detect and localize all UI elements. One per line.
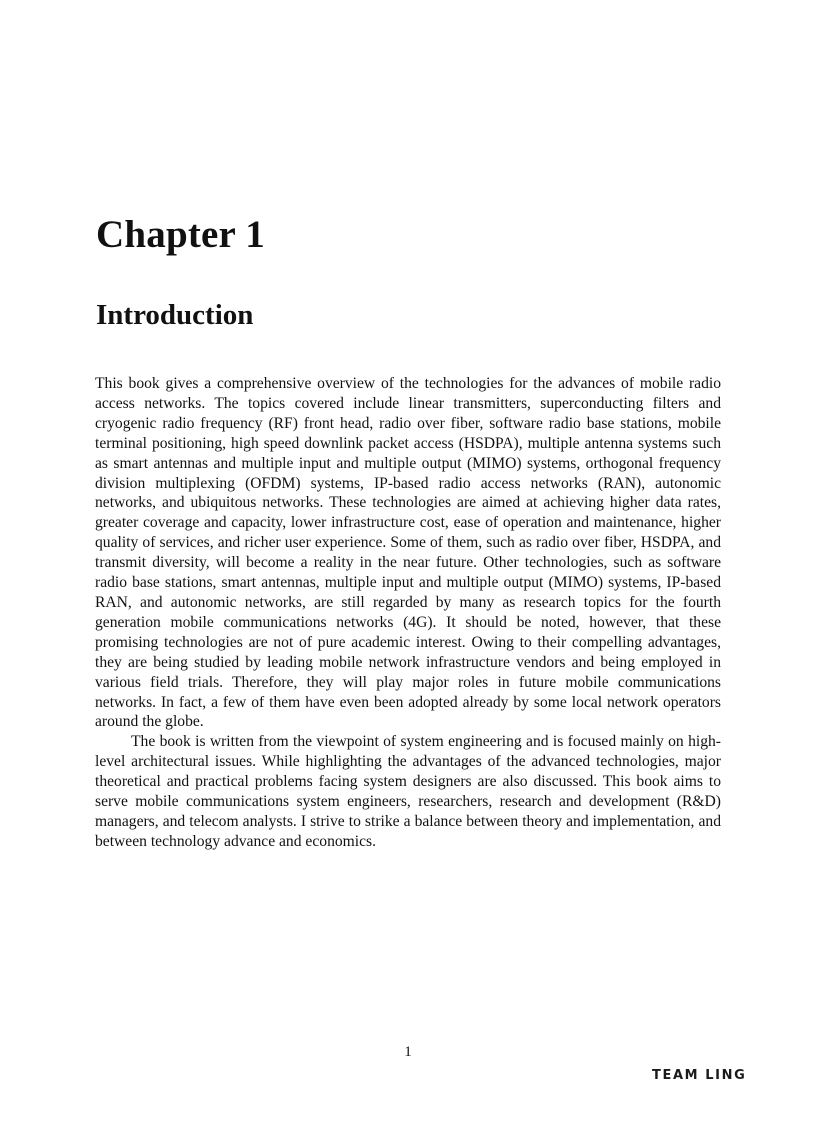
chapter-title: Introduction — [96, 299, 254, 331]
body-text — [95, 374, 721, 852]
paragraph-intro: This book gives a comprehensive overview of the technologies for the advances of mobile radio access networks. The topics covered include linear transmitters, superconducting filters and cryogenic radio frequency (RF) front head, radio over fiber, software radio base stations, mobile terminal positioning, high speed downlink packet access (HSDPA), multiple antenna systems such as smart antennas and multiple input and multiple output (MIMO) systems, orthogonal frequency division multiplexing (OFDM) systems, IP-based radio access networks (RAN), autonomic networks, and ubiquitous networks. These technologies are aimed at achieving higher data rates, greater coverage and capacity, lower infrastructure cost, ease of operation and maintenance, higher quality of services, and richer user experience. Some of them, such as radio over fiber, HSDPA, and transmit diversity, will become a reality in the near future. Other technologies, such as software radio base stations, smart antennas, multiple input and multiple output (MIMO) systems, IP-based RAN, and autonomic networks, are still regarded by many as research topics for the fourth generation mobile communications networks (4G). It should be noted, however, that these promising technologies are not of pure academic interest. Owing to their compelling advantages, they are being studied by leading mobile network infrastructure vendors and being employed in various field trials. Therefore, they will play major roles in future mobile communications networks. In fact, a few of them have even been adopted already by some local network operators around the globe. — [95, 375, 721, 731]
page-number: 1 — [404, 1044, 412, 1060]
watermark-logo: TEAM LING — [652, 1068, 747, 1083]
chapter-heading: Chapter 1 — [96, 213, 265, 256]
paragraph-scope: The book is written from the viewpoint of system engineering and is focused mainly on high-level architectural issues. While highlighting the advantages of the advanced technologies, major theoretical and practical problems facing system designers are also discussed. This book aims to serve mobile communications system engineers, researchers, research and development (R&D) managers, and telecom analysts. I strive to strike a balance between theory and implementation, and between technology advance and economics. — [95, 733, 721, 850]
